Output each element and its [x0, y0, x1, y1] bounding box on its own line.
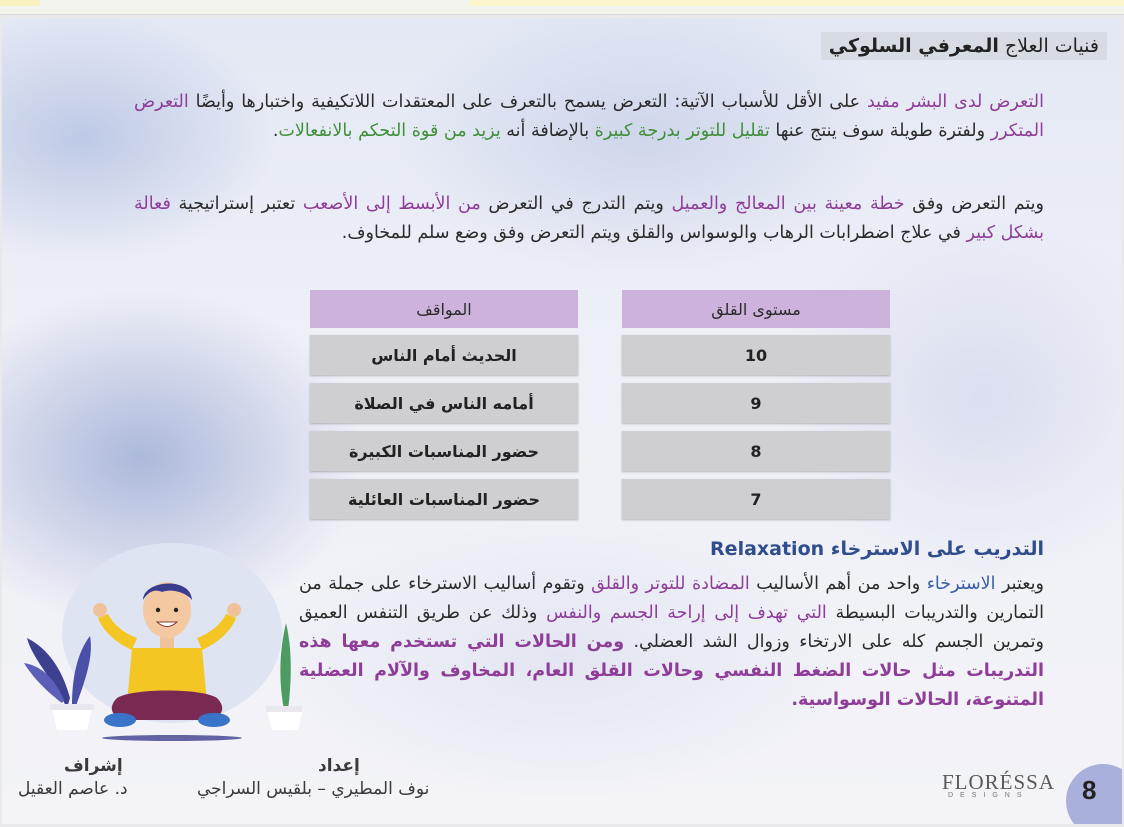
paragraph-exposure-benefits	[134, 88, 1044, 146]
prepared-by-names: نوف المطيري – بلقيس السراجي	[197, 779, 430, 799]
anxiety-level-cell: 7	[622, 479, 890, 519]
page-number-badge: 8	[1066, 764, 1122, 824]
page-title: فنيات العلاج المعرفي السلوكي	[821, 32, 1107, 60]
text-run: التعرض المتكرر	[134, 92, 1044, 141]
text-run: الاسترخاء	[926, 574, 996, 594]
text-run: ولفترة طويلة سوف ينتج عنها	[769, 121, 991, 141]
text-run: .	[272, 121, 279, 141]
situation-cell: أمامه الناس في الصلاة	[310, 383, 578, 423]
text-run: تعتبر إستراتيجية	[170, 194, 303, 214]
text-run: وذلك عن طريق التنفس العميق وتمرين الجسم كله على الارتخاء وزوال الشد العضلي.	[299, 603, 1044, 652]
situation-cell: حضور المناسبات الكبيرة	[310, 431, 578, 471]
text-run: من الأبسط إلى الأصعب	[302, 194, 481, 214]
text-run: في علاج اضطرابات الرهاب والوسواس والقلق ويتم التعرض وفق وضع سلم للمخاوف.	[341, 223, 967, 243]
floressa-logo: FLORÉSSA DESIGNS	[942, 770, 1056, 799]
text-run: خطة معينة بين المعالج والعميل	[671, 194, 905, 214]
text-run: واحد من أهم الأساليب	[749, 574, 927, 594]
text-run: التي تهدف إلى إراحة الجسم والنفس	[546, 603, 827, 623]
page	[2, 18, 1122, 824]
situation-cell: الحديث أمام الناس	[310, 335, 578, 375]
text-run: ويتم التدرج في التعرض	[480, 194, 672, 214]
paragraph-exposure-plan	[134, 190, 1044, 248]
anxiety-level-cell: 8	[622, 431, 890, 471]
text-run: التعرض لدى البشر مفيد	[866, 92, 1044, 112]
section-title-relaxation: التدريب على الاسترخاء Relaxation	[710, 538, 1044, 560]
supervision-label: إشراف	[64, 756, 123, 776]
text-run: فعالة بشكل كبير	[134, 194, 1044, 243]
text-run: ويتم التعرض وفق	[904, 194, 1044, 214]
top-strip	[0, 0, 1124, 15]
text-run: بالإضافة أنه	[500, 121, 595, 141]
text-run: يزيد من قوة التحكم بالانفعالات	[278, 121, 501, 141]
text-run: وتقوم أساليب الاسترخاء على جملة من التمارين والتدريبات البسيطة	[299, 574, 1045, 623]
anxiety-level-cell: 10	[622, 335, 890, 375]
paragraph-relaxation	[299, 570, 1044, 715]
prepared-by-label: إعداد	[318, 756, 360, 776]
text-run: تقليل للتوتر بدرجة كبيرة	[594, 121, 770, 141]
situation-cell: حضور المناسبات العائلية	[310, 479, 578, 519]
anxiety-level-cell: 9	[622, 383, 890, 423]
text-run: ويعتبر	[995, 574, 1044, 594]
plant-left-icon	[24, 636, 94, 730]
text-run: المضادة للتوتر والقلق	[591, 574, 750, 594]
meditation-illustration	[22, 538, 302, 753]
supervisor-name: د. عاصم العقيل	[18, 779, 128, 799]
text-run: ومن الحالات التي تستخدم معها هذه التدريبات مثل حالات الضغط النفسي وحالات القلق العام، المخاوف والآلام العضلية المتنوعة، الحالات الوسواسية.	[299, 632, 1044, 710]
text-run: على الأقل للأسباب الآتية: التعرض يسمح بالتعرف على المعتقدات اللاتكيفية واختبارها وأيضًا	[188, 92, 867, 112]
header-situations: المواقف	[310, 290, 578, 328]
header-anxiety-level: مستوى القلق	[622, 290, 890, 328]
